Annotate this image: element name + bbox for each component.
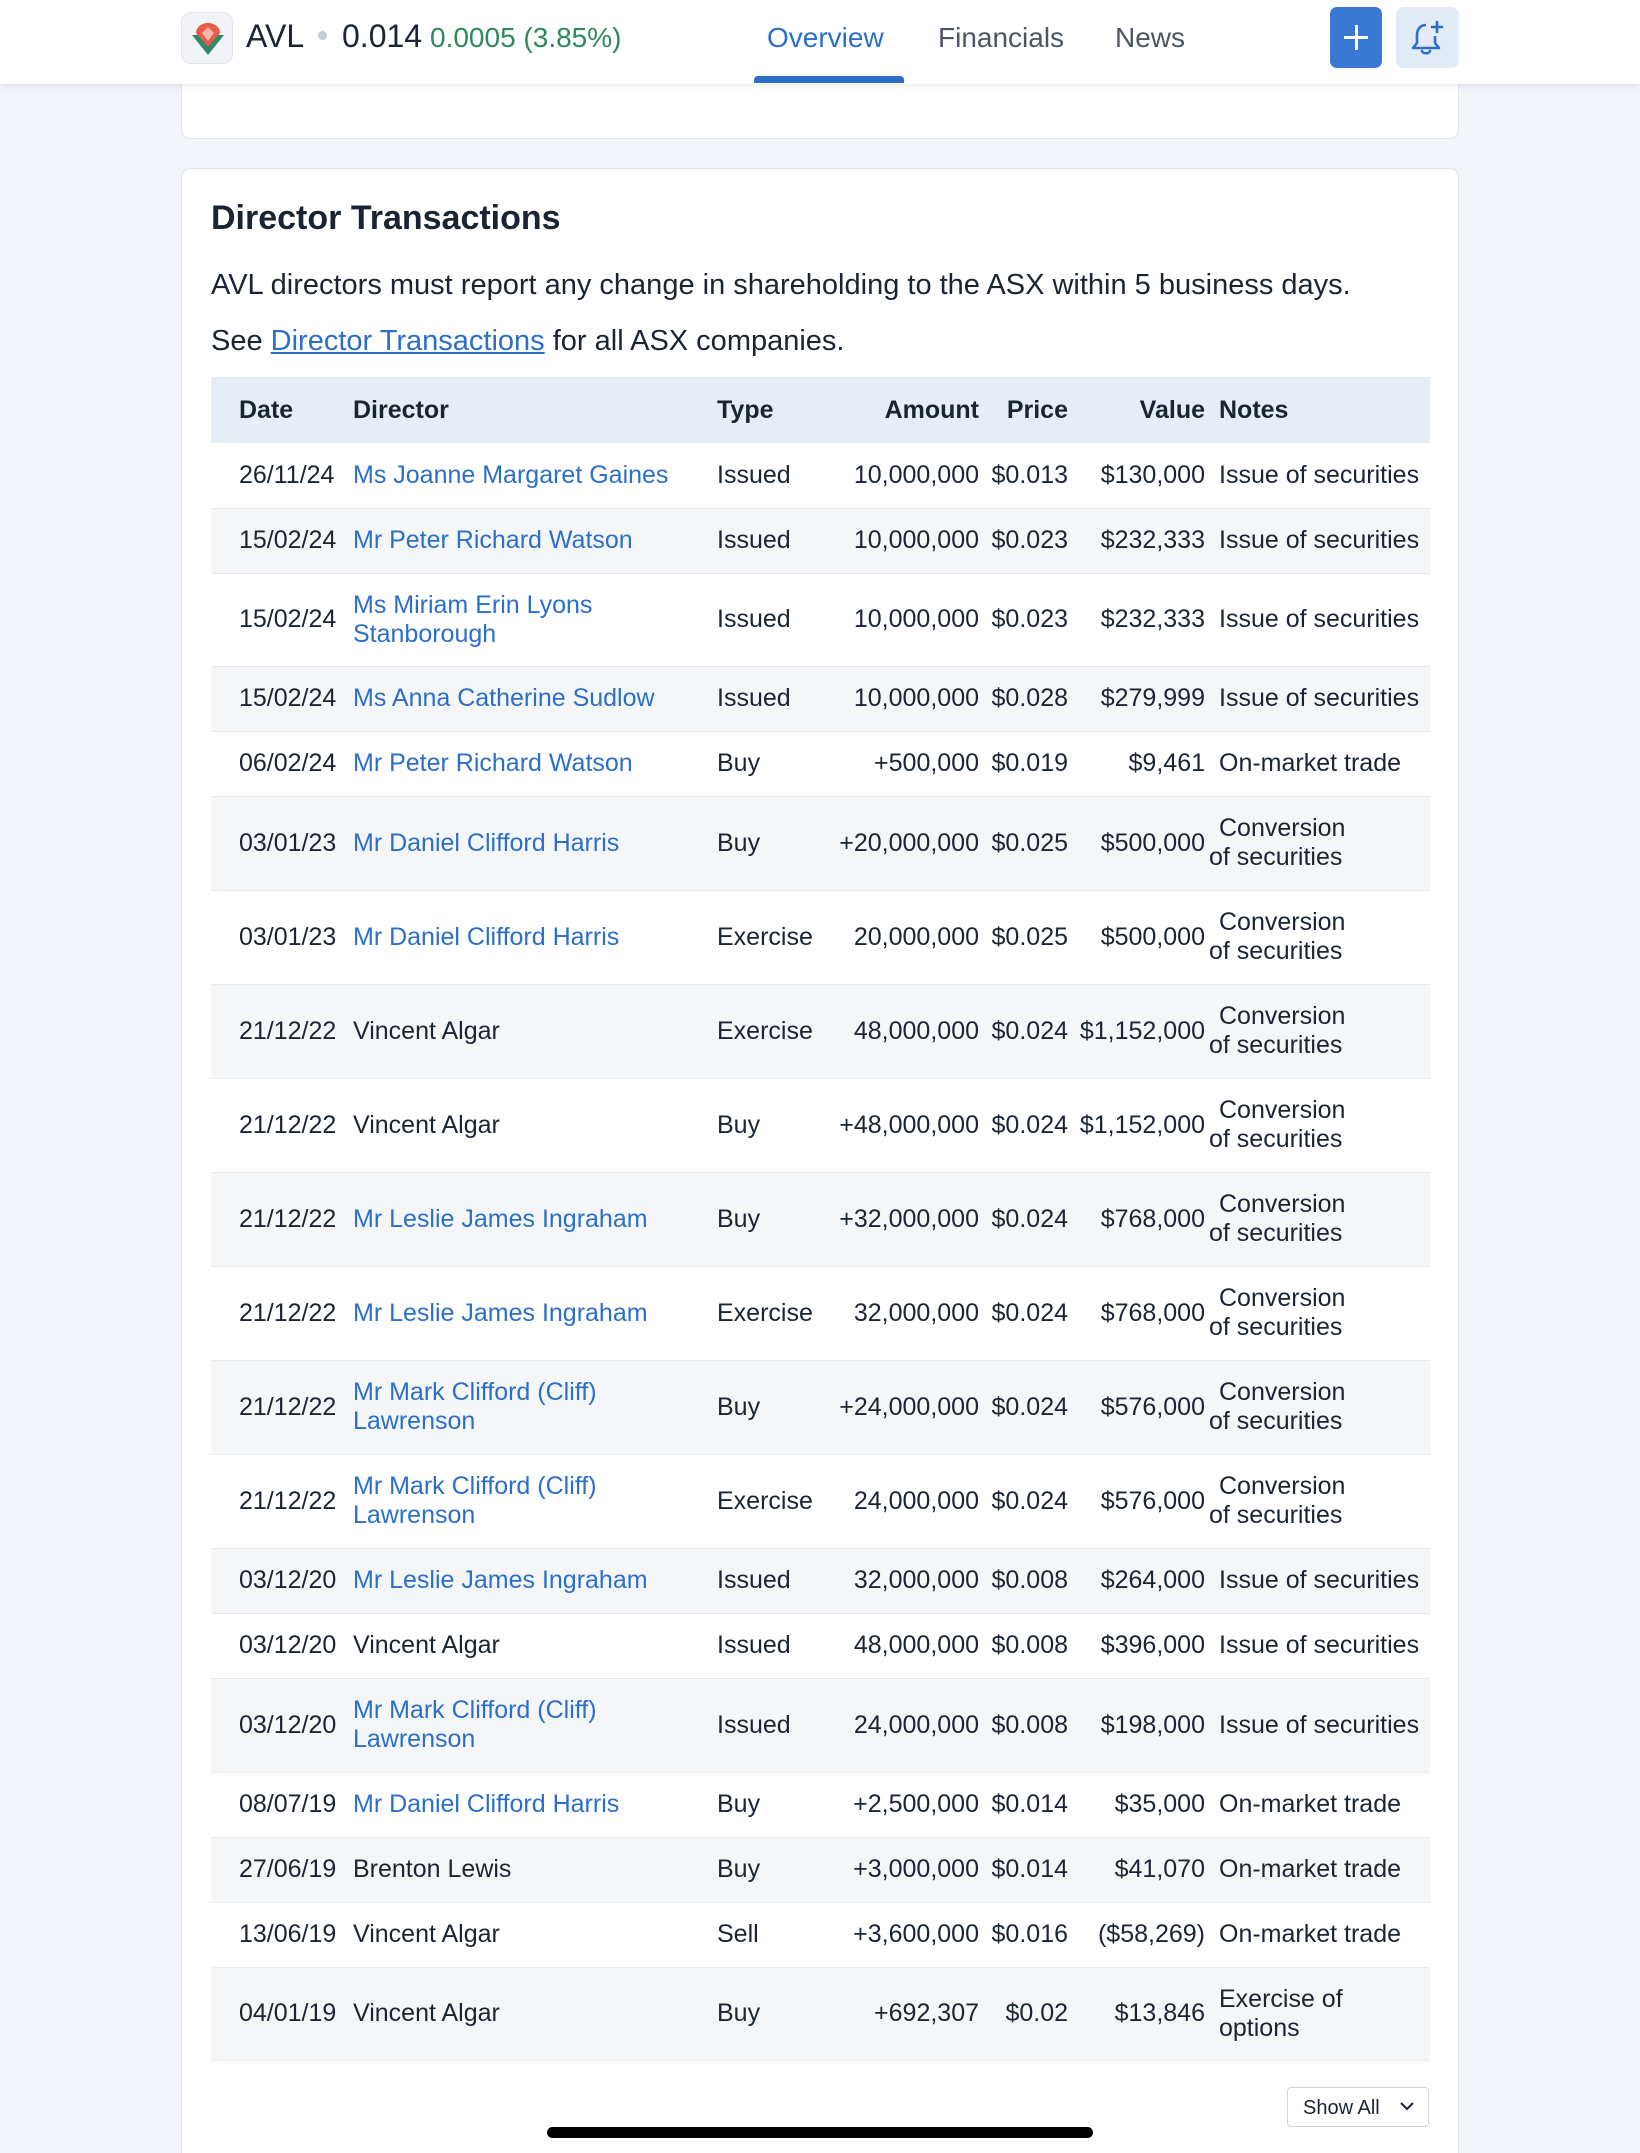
cell-amount: +2,500,000 [853,1790,979,1818]
cell-notes [1205,666,1430,731]
notes-text: Conversion of securities [1209,1284,1346,1341]
notes-text: Conversion of securities [1209,908,1346,965]
cell-notes [1205,1613,1430,1678]
cell-price: $0.014 [991,1855,1068,1883]
table-row [211,1902,1430,1967]
cell-date: 03/01/23 [239,922,337,951]
section-description: AVL directors must report any change in shareholding to the ASX within 5 business days. [211,269,1351,301]
show-all-button[interactable] [1287,2087,1429,2127]
col-header-value: Value [1139,395,1205,424]
cell-date: 08/07/19 [239,1790,337,1818]
cell-notes [1205,573,1430,666]
director-name: Vincent Algar [353,1016,500,1045]
director-name: Brenton Lewis [353,1855,512,1883]
cell-type: Buy [717,1204,761,1233]
director-link[interactable]: Mr Peter Richard Watson [353,749,633,777]
col-header-director: Director [353,395,449,424]
director-link[interactable]: Mr Daniel Clifford Harris [353,1790,620,1818]
director-link[interactable]: Ms Anna Catherine Sudlow [353,684,655,712]
cell-date: 06/02/24 [239,749,337,777]
col-header-date: Date [239,395,294,424]
cell-value: $576,000 [1100,1392,1205,1421]
cell-date: 03/12/20 [239,1566,337,1594]
table-row [211,666,1430,731]
director-name: Vincent Algar [353,1110,500,1139]
director-link[interactable]: Mr Peter Richard Watson [353,526,633,554]
cell-price: $0.02 [1005,1999,1068,2027]
separator-dot [318,31,327,40]
cell-notes [1205,890,1430,984]
notes-text: On-market trade [1219,1920,1402,1948]
cell-type: Buy [717,749,761,777]
notes-text: Conversion of securities [1209,1378,1346,1435]
cell-notes [1205,1454,1430,1548]
cell-date: 13/06/19 [239,1920,337,1948]
director-name: Vincent Algar [353,1631,500,1659]
cell-value: $35,000 [1114,1790,1205,1818]
notes-text: On-market trade [1219,749,1402,777]
cell-date: 26/11/24 [239,460,335,489]
cell-type: Issued [717,605,791,633]
cell-price: $0.008 [991,1710,1068,1739]
tab-news[interactable]: News [1115,22,1186,53]
show-all-label: Show All [1303,2097,1380,2119]
notes-text: On-market trade [1219,1855,1402,1883]
logo-icon [188,19,228,59]
cell-amount: +3,000,000 [853,1855,979,1883]
cell-date: 15/02/24 [239,526,337,554]
notes-text: Exercise of options [1219,1984,1343,2042]
notes-text: Conversion of securities [1209,1190,1346,1247]
cell-amount: 48,000,000 [853,1631,979,1659]
notes-text: Issue of securities [1219,1631,1420,1659]
table-row [211,731,1430,796]
notes-text: Conversion of securities [1209,1002,1346,1059]
notes-text: Issue of securities [1219,684,1420,712]
cell-notes [1205,1266,1430,1360]
cell-value: $768,000 [1100,1204,1205,1233]
cell-notes [1205,1172,1430,1266]
plus-icon-stroke [1355,25,1358,50]
cell-date: 27/06/19 [239,1855,337,1883]
cell-type: Exercise [717,1298,813,1327]
cell-notes [1205,443,1430,508]
cell-value: $232,333 [1100,605,1205,633]
see-prefix: See [211,325,271,357]
cell-date: 15/02/24 [239,684,337,712]
cell-type: Issued [717,1566,791,1594]
director-link[interactable]: Ms Miriam Erin Lyons Stanborough [353,590,593,648]
add-to-watchlist-button[interactable] [1330,7,1382,68]
cell-director [353,1967,717,2060]
cell-amount: +48,000,000 [839,1110,979,1139]
cell-director[interactable] [353,666,717,731]
cell-amount: 24,000,000 [853,1710,979,1739]
cell-value: $264,000 [1100,1566,1205,1594]
cell-value: ($58,269) [1097,1920,1205,1948]
cell-price: $0.024 [991,1298,1068,1327]
cell-type: Issued [717,526,791,554]
cell-price: $0.016 [991,1920,1068,1948]
cell-type: Issued [717,1710,791,1739]
notes-text: Conversion of securities [1209,1096,1346,1153]
col-header-amount: Amount [884,395,979,424]
cell-amount: 10,000,000 [853,684,979,712]
cell-amount: +3,600,000 [853,1920,979,1948]
cell-director[interactable] [353,1548,717,1613]
cell-value: $232,333 [1100,526,1205,554]
cell-value: $1,152,000 [1079,1110,1205,1139]
notes-text: Issue of securities [1219,526,1420,554]
cell-price: $0.019 [991,749,1068,777]
company-logo[interactable] [181,12,233,64]
cell-notes [1205,1772,1430,1837]
director-transactions-table [211,377,1430,2061]
cell-amount: 10,000,000 [853,605,979,633]
cell-price: $0.023 [991,526,1068,554]
table-row [211,1548,1430,1613]
col-header-price: Price [1006,395,1068,424]
cell-value: $768,000 [1100,1298,1205,1327]
cell-notes [1205,984,1430,1078]
director-transactions-link[interactable]: Director Transactions [270,325,545,357]
cell-price: $0.025 [991,922,1068,951]
cell-date: 03/12/20 [239,1710,337,1739]
cell-type: Exercise [717,922,813,951]
cell-date: 21/12/22 [239,1204,337,1233]
cell-value: $41,070 [1114,1855,1205,1883]
table-row [211,796,1430,890]
director-name: Vincent Algar [353,1999,500,2027]
cell-date: 21/12/22 [239,1298,337,1327]
cell-amount: 10,000,000 [853,460,979,489]
active-tab-indicator [754,76,904,83]
cell-value: $9,461 [1128,749,1205,777]
cell-notes [1205,1837,1430,1902]
table-row [211,1678,1430,1772]
cell-director[interactable] [353,1454,717,1548]
cell-type: Issued [717,1631,791,1659]
cell-price: $0.025 [991,828,1068,857]
chevron-down-icon [1399,2100,1415,2112]
cell-type: Exercise [717,1016,813,1045]
cell-director[interactable] [353,1772,717,1837]
table-row [211,1266,1430,1360]
director-link[interactable]: Mr Mark Clifford (Cliff) Lawrenson [353,1696,597,1753]
cell-amount: 24,000,000 [853,1486,979,1515]
cell-amount: +20,000,000 [839,828,979,857]
table-row [211,443,1430,508]
table-row [211,1454,1430,1548]
share-price: 0.014 [342,18,423,54]
cell-price: $0.013 [991,460,1068,489]
notes-text: Issue of securities [1219,460,1420,489]
cell-amount: 20,000,000 [853,922,979,951]
cell-director[interactable] [353,443,717,508]
cell-value: $396,000 [1100,1631,1205,1659]
cell-notes [1205,1967,1430,2060]
cell-price: $0.024 [991,1392,1068,1421]
cell-director [353,1837,717,1902]
director-link[interactable]: Mr Leslie James Ingraham [353,1204,648,1233]
table-row [211,1078,1430,1172]
cell-type: Buy [717,1790,761,1818]
cell-date: 03/01/23 [239,828,337,857]
price-change: 0.0005 (3.85%) [430,22,622,53]
cell-price: $0.008 [991,1631,1068,1659]
notes-text: Conversion of securities [1209,1472,1346,1529]
cell-director[interactable] [353,1266,717,1360]
cell-price: $0.023 [991,605,1068,633]
cell-notes [1205,1078,1430,1172]
cell-director[interactable] [353,573,717,666]
cell-value: $500,000 [1100,922,1205,951]
director-link[interactable]: Mr Leslie James Ingraham [353,1298,648,1327]
add-alert-button[interactable] [1396,7,1459,68]
cell-value: $198,000 [1100,1710,1205,1739]
director-link[interactable]: Mr Mark Clifford (Cliff) Lawrenson [353,1378,597,1435]
cell-value: $500,000 [1100,828,1205,857]
cell-date: 21/12/22 [239,1486,337,1515]
director-link[interactable]: Mr Daniel Clifford Harris [353,922,620,951]
cell-price: $0.024 [991,1486,1068,1515]
notes-text: Issue of securities [1219,1710,1420,1739]
cell-date: 04/01/19 [239,1999,337,2027]
cell-date: 21/12/22 [239,1392,337,1421]
cell-notes [1205,1902,1430,1967]
cell-amount: +500,000 [874,749,979,777]
cell-director [353,1902,717,1967]
home-indicator [547,2127,1093,2138]
tab-overview[interactable]: Overview [767,22,884,53]
cell-type: Issued [717,460,791,489]
cell-date: 21/12/22 [239,1016,337,1045]
notes-text: Issue of securities [1219,1566,1420,1594]
cell-price: $0.024 [991,1016,1068,1045]
bell-plus-icon [1410,19,1446,57]
cell-amount: 32,000,000 [853,1566,979,1594]
cell-type: Issued [717,684,791,712]
cell-type: Sell [717,1920,759,1948]
cell-director[interactable] [353,1172,717,1266]
cell-notes [1205,1360,1430,1454]
top-bar [0,0,1640,84]
cell-notes [1205,1678,1430,1772]
notes-text: On-market trade [1219,1790,1402,1818]
cell-amount: 32,000,000 [853,1298,979,1327]
cell-director[interactable] [353,890,717,984]
cell-director[interactable] [353,1360,717,1454]
cell-type: Buy [717,1999,761,2027]
cell-notes [1205,508,1430,573]
cell-price: $0.024 [991,1110,1068,1139]
see-suffix: for all ASX companies. [544,325,845,357]
cell-amount: 48,000,000 [853,1016,979,1045]
cell-value: $576,000 [1100,1486,1205,1515]
table-row [211,1772,1430,1837]
cell-price: $0.008 [991,1566,1068,1594]
table-row [211,1360,1430,1454]
cell-notes [1205,796,1430,890]
cell-notes [1205,1548,1430,1613]
tab-financials[interactable]: Financials [938,22,1065,53]
cell-amount: 10,000,000 [853,526,979,554]
director-link[interactable]: Mr Leslie James Ingraham [353,1566,648,1594]
col-header-type: Type [717,395,774,424]
table-row [211,984,1430,1078]
cell-type: Buy [717,1392,761,1421]
director-transactions-card [181,168,1459,2153]
cell-value: $1,152,000 [1079,1016,1205,1045]
cell-price: $0.028 [991,684,1068,712]
director-link[interactable]: Ms Joanne Margaret Gaines [353,460,669,489]
ticker-symbol: AVL [246,18,305,54]
section-title: Director Transactions [211,199,561,237]
cell-value: $279,999 [1100,684,1205,712]
table-header-row [211,377,1430,443]
table-row [211,508,1430,573]
table-row [211,1172,1430,1266]
cell-director [353,1078,717,1172]
notes-text: Issue of securities [1219,605,1420,633]
section-see-text [211,325,845,358]
table-row [211,573,1430,666]
notes-text: Conversion of securities [1209,814,1346,871]
cell-amount: +32,000,000 [839,1204,979,1233]
table-row [211,1837,1430,1902]
cell-value: $13,846 [1114,1999,1205,2027]
director-link[interactable]: Mr Mark Clifford (Cliff) Lawrenson [353,1472,597,1529]
cell-director[interactable] [353,508,717,573]
cell-type: Buy [717,1855,761,1883]
director-name: Vincent Algar [353,1920,500,1948]
cell-notes [1205,731,1430,796]
cell-date: 21/12/22 [239,1110,337,1139]
cell-value: $130,000 [1100,460,1205,489]
cell-director [353,984,717,1078]
director-link[interactable]: Mr Daniel Clifford Harris [353,828,620,857]
cell-price: $0.014 [991,1790,1068,1818]
cell-amount: +24,000,000 [839,1392,979,1421]
cell-director[interactable] [353,796,717,890]
cell-type: Buy [717,1110,761,1139]
cell-date: 15/02/24 [239,605,337,633]
col-header-notes: Notes [1219,395,1289,424]
table-row [211,1613,1430,1678]
cell-director[interactable] [353,731,717,796]
cell-date: 03/12/20 [239,1631,337,1659]
cell-type: Exercise [717,1486,813,1515]
cell-price: $0.024 [991,1204,1068,1233]
cell-director[interactable] [353,1678,717,1772]
cell-type: Buy [717,828,761,857]
cell-amount: +692,307 [874,1999,979,2027]
table-row [211,890,1430,984]
cell-director [353,1613,717,1678]
table-row [211,1967,1430,2060]
